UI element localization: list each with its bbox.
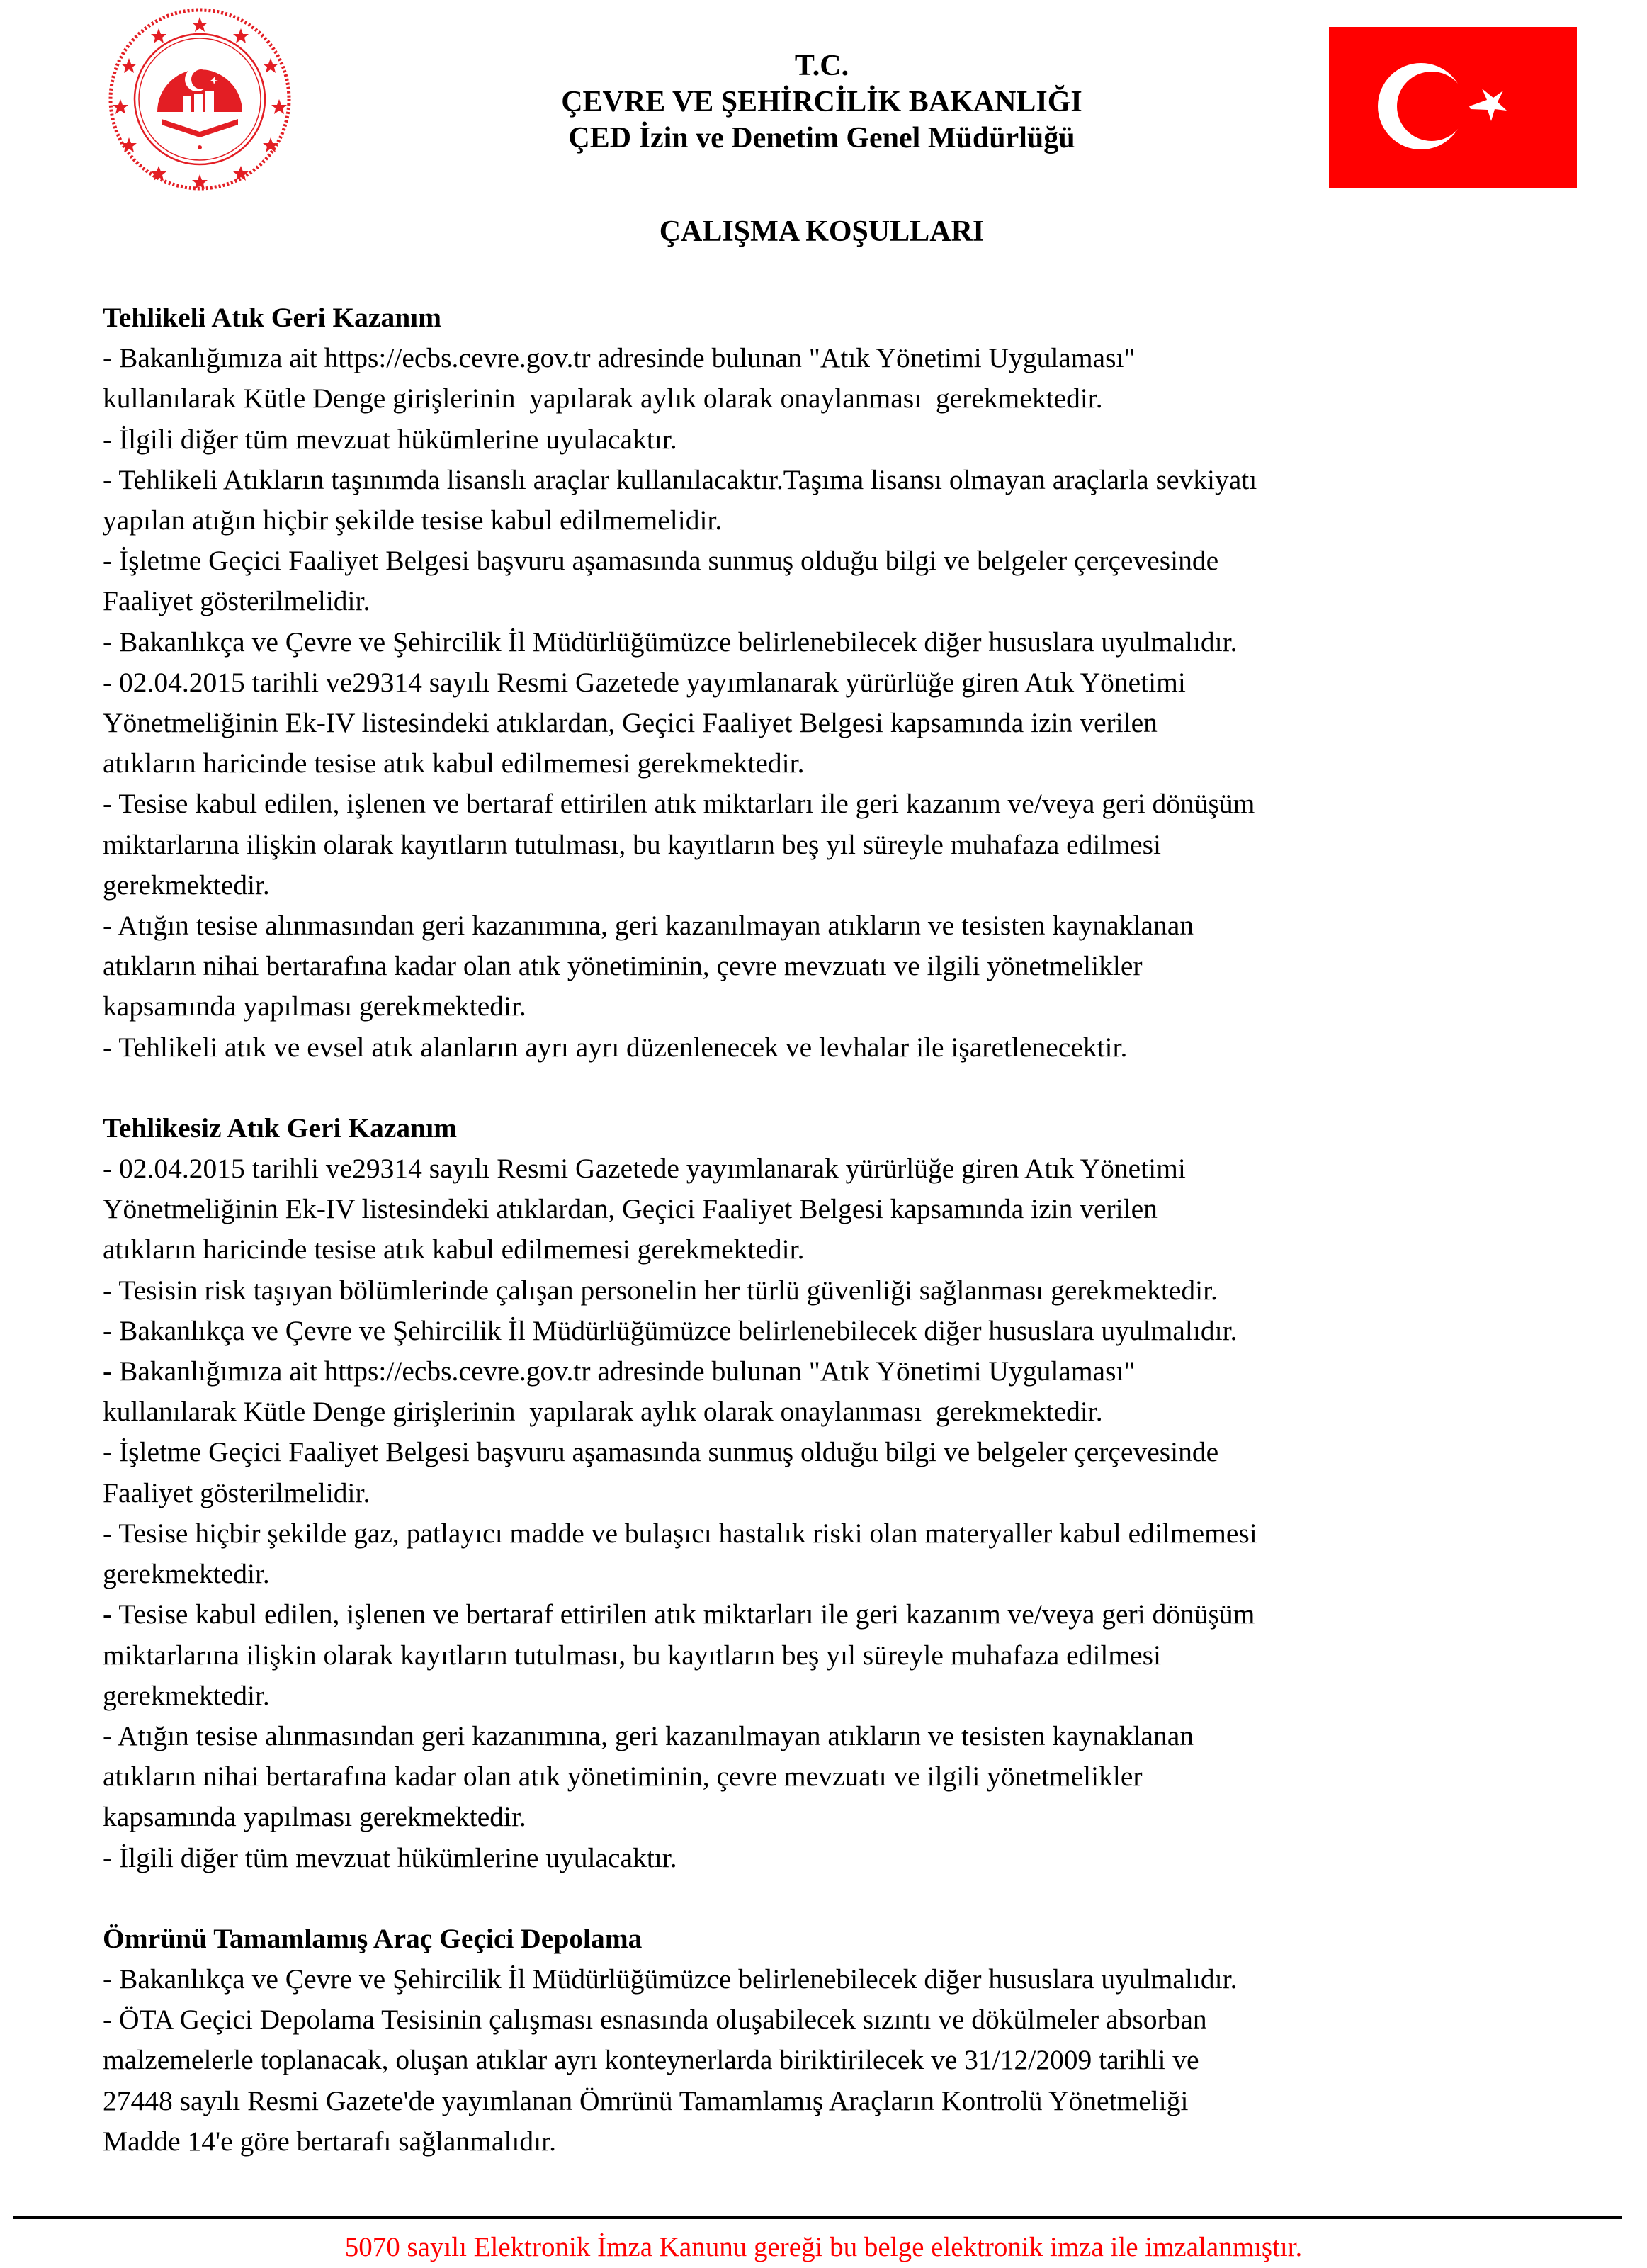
condition-line: - Tesise kabul edilen, işlenen ve bertaraf ettirilen atık miktarları ile geri kazanım ve/veya geri dönüşüm — [103, 788, 1255, 820]
condition-line: - Tehlikeli Atıkların taşınımda lisanslı araçlar kullanılacaktır.Taşıma lisansı olmayan araçlarla sevkiyatı — [103, 463, 1257, 495]
condition-line: - Bakanlıkça ve Çevre ve Şehircilik İl Müdürlüğümüzce belirlenebilecek diğer hususlara uyulmalıdır. — [103, 1963, 1238, 1995]
condition-line: malzemelerle toplanacak, oluşan atıklar ayrı konteynerlarda biriktirilecek ve 31/12/2009 tarihli ve — [103, 2044, 1199, 2076]
condition-line: - Atığın tesise alınmasından geri kazanımına, geri kazanılmayan atıkların ve tesisten kaynaklanan — [103, 1720, 1194, 1751]
condition-line: yapılan atığın hiçbir şekilde tesise kabul edilmemelidir. — [103, 504, 723, 536]
condition-line: atıkların haricinde tesise atık kabul edilmemesi gerekmektedir. — [103, 1234, 805, 1265]
condition-line: Madde 14'e göre bertarafı sağlanmalıdır. — [103, 2125, 556, 2157]
condition-line: atıkların nihai bertarafına kadar olan atık yönetiminin, çevre mevzuatı ve ilgili yönetmelikler — [103, 1761, 1143, 1793]
section-title: Tehlikesiz Atık Geri Kazanım — [103, 1112, 457, 1144]
footer-divider — [13, 2216, 1622, 2219]
section-title: Tehlikeli Atık Geri Kazanım — [103, 302, 442, 333]
condition-line: Yönetmeliğinin Ek-IV listesindeki atıklardan, Geçici Faaliyet Belgesi kapsamında izin verilen — [103, 1193, 1158, 1225]
turkish-flag — [1329, 27, 1577, 188]
condition-line: kapsamında yapılması gerekmektedir. — [103, 1801, 526, 1833]
condition-line: - Tehlikeli atık ve evsel atık alanların ayrı ayrı düzenlenecek ve levhalar ile işaretlenecektir. — [103, 1031, 1128, 1063]
condition-line: - İşletme Geçici Faaliyet Belgesi başvuru aşamasında sunmuş olduğu bilgi ve belgeler çerçevesinde — [103, 545, 1219, 577]
condition-line: miktarlarına ilişkin olarak kayıtların tutulması, bu kayıtların beş yıl süreyle muhafaza edilmesi — [103, 1639, 1161, 1671]
condition-line: kullanılarak Kütle Denge girişlerinin yapılarak aylık olarak onaylanması gerekmektedir. — [103, 383, 1103, 414]
ministry-seal-icon — [106, 6, 294, 193]
condition-line: miktarlarına ilişkin olarak kayıtların tutulması, bu kayıtların beş yıl süreyle muhafaza edilmesi — [103, 828, 1161, 860]
condition-line: Yönetmeliğinin Ek-IV listesindeki atıklardan, Geçici Faaliyet Belgesi kapsamında izin verilen — [103, 707, 1158, 739]
document-title: ÇALIŞMA KOŞULLARI — [659, 215, 985, 248]
header-line-ministry: ÇEVRE VE ŞEHİRCİLİK BAKANLIĞI — [561, 86, 1082, 118]
condition-line: - 02.04.2015 tarihli ve29314 sayılı Resmi Gazetede yayımlanarak yürürlüğe giren Atık Yönetimi — [103, 666, 1186, 698]
section-end-of-life-vehicle-storage — [103, 1919, 1604, 2162]
condition-line: - Tesise kabul edilen, işlenen ve bertaraf ettirilen atık miktarları ile geri kazanım ve/veya geri dönüşüm — [103, 1598, 1255, 1630]
condition-line: - İşletme Geçici Faaliyet Belgesi başvuru aşamasında sunmuş olduğu bilgi ve belgeler çerçevesinde — [103, 1436, 1219, 1468]
section-hazardous-waste-recovery — [103, 298, 1604, 1068]
condition-line: gerekmektedir. — [103, 1679, 270, 1711]
condition-line: - 02.04.2015 tarihli ve29314 sayılı Resmi Gazetede yayımlanarak yürürlüğe giren Atık Yönetimi — [103, 1153, 1186, 1185]
turkish-flag-icon — [1329, 27, 1577, 188]
condition-line: - Bakanlıkça ve Çevre ve Şehircilik İl Müdürlüğümüzce belirlenebilecek diğer hususlara uyulmalıdır. — [103, 1314, 1238, 1346]
e-signature-note: 5070 sayılı Elektronik İmza Kanunu gereği bu belge elektronik imza ile imzalanmıştır. — [344, 2232, 1303, 2262]
condition-line: Faaliyet gösterilmelidir. — [103, 1477, 370, 1508]
condition-line: - Bakanlığımıza ait https://ecbs.cevre.gov.tr adresinde bulunan "Atık Yönetimi Uygulaması" — [103, 1355, 1136, 1387]
condition-line: kapsamında yapılması gerekmektedir. — [103, 991, 526, 1022]
condition-line: atıkların nihai bertarafına kadar olan atık yönetiminin, çevre mevzuatı ve ilgili yönetmelikler — [103, 950, 1143, 982]
ministry-seal-logo — [106, 6, 294, 193]
condition-line: - Bakanlıkça ve Çevre ve Şehircilik İl Müdürlüğümüzce belirlenebilecek diğer hususlara uyulmalıdır. — [103, 626, 1238, 658]
condition-line: kullanılarak Kütle Denge girişlerinin yapılarak aylık olarak onaylanması gerekmektedir. — [103, 1396, 1103, 1428]
condition-line: 27448 sayılı Resmi Gazete'de yayımlanan Ömrünü Tamamlamış Araçların Kontrolü Yönetmeliği — [103, 2084, 1189, 2116]
document-header — [496, 48, 1148, 157]
header-line-tc: T.C. — [794, 50, 849, 82]
condition-line: - Tesisin risk taşıyan bölümlerinde çalışan personelin her türlü güvenliği sağlanması gerekmektedir. — [103, 1274, 1218, 1306]
document-body — [103, 298, 1604, 2162]
condition-line: - İlgili diğer tüm mevzuat hükümlerine uyulacaktır. — [103, 423, 677, 455]
section-title: Ömrünü Tamamlamış Araç Geçici Depolama — [103, 1922, 643, 1954]
section-non-hazardous-waste-recovery — [103, 1108, 1604, 1878]
condition-line: - ÖTA Geçici Depolama Tesisinin çalışması esnasında oluşabilecek sızıntı ve dökülmeler absorban — [103, 2004, 1207, 2036]
condition-line: - Tesise hiçbir şekilde gaz, patlayıcı madde ve bulaşıcı hastalık riski olan materyaller kabul edilmemesi — [103, 1517, 1257, 1549]
condition-line: - Bakanlığımıza ait https://ecbs.cevre.gov.tr adresinde bulunan "Atık Yönetimi Uygulaması" — [103, 342, 1136, 374]
condition-line: gerekmektedir. — [103, 1558, 270, 1590]
condition-line: - İlgili diğer tüm mevzuat hükümlerine uyulacaktır. — [103, 1841, 677, 1873]
condition-line: Faaliyet gösterilmelidir. — [103, 585, 370, 617]
condition-line: gerekmektedir. — [103, 869, 270, 901]
condition-line: - Atığın tesise alınmasından geri kazanımına, geri kazanılmayan atıkların ve tesisten kaynaklanan — [103, 910, 1194, 942]
header-line-directorate: ÇED İzin ve Denetim Genel Müdürlüğü — [568, 122, 1075, 154]
condition-line: atıkların haricinde tesise atık kabul edilmemesi gerekmektedir. — [103, 747, 805, 779]
